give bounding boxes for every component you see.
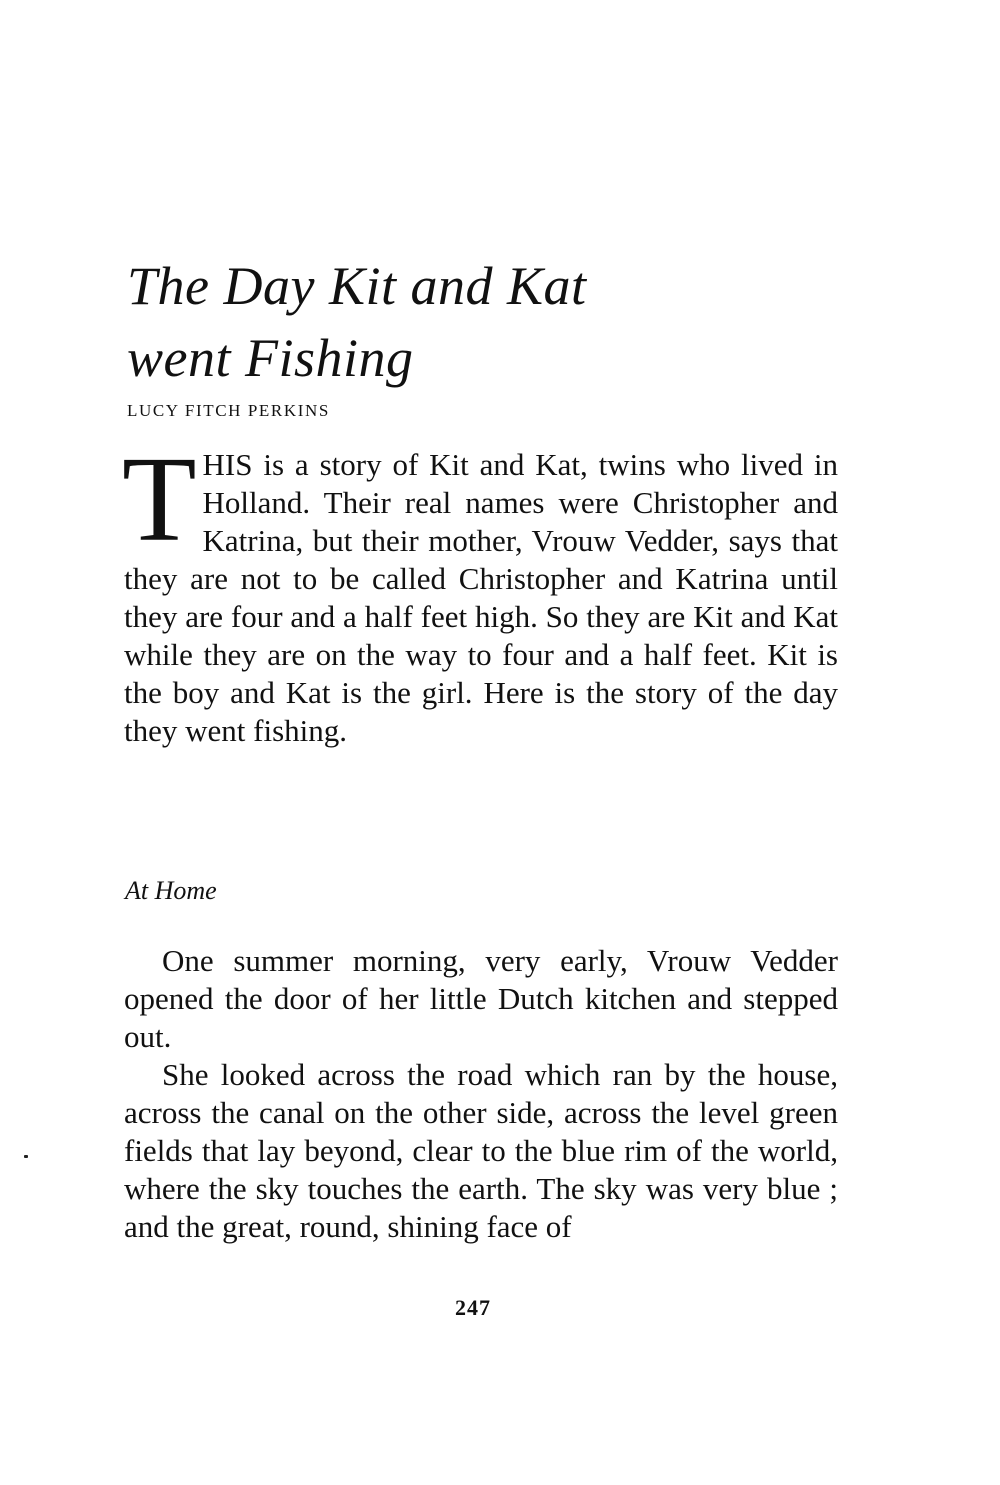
- story-title-line-2: went Fishing: [127, 328, 414, 388]
- scan-speck: [24, 1155, 28, 1158]
- section-heading: At Home: [125, 876, 217, 905]
- page-number: 247: [455, 1295, 491, 1320]
- drop-cap-letter: T: [122, 432, 197, 567]
- intro-paragraph: [122, 432, 838, 750]
- intro-paragraph-text: HIS is a story of Kit and Kat, twins who lived in Holland. Their real names were Christopher and Katrina, but their mother, Vrouw Vedder, says that they are not to be called Christopher and Katrina until they are four and a half feet high. So they are Kit and Kat while they are on the way to four and a half feet. Kit is the boy and Kat is the girl. Here is the story of the day they went fishing.: [124, 447, 838, 748]
- story-title: [127, 250, 587, 394]
- body-paragraph-1: One summer morning, very early, Vrouw Vedder opened the door of her little Dutch kitchen and stepped out.: [124, 943, 838, 1054]
- story-title-line-1: The Day Kit and Kat: [127, 256, 587, 316]
- body-paragraph-2: She looked across the road which ran by the house, across the canal on the other side, across the level green fields that lay beyond, clear to the blue rim of the world, where the sky touches the earth. The sky was very blue ; and the great, round, shining face of: [124, 1057, 838, 1244]
- author-byline: LUCY FITCH PERKINS: [127, 401, 330, 420]
